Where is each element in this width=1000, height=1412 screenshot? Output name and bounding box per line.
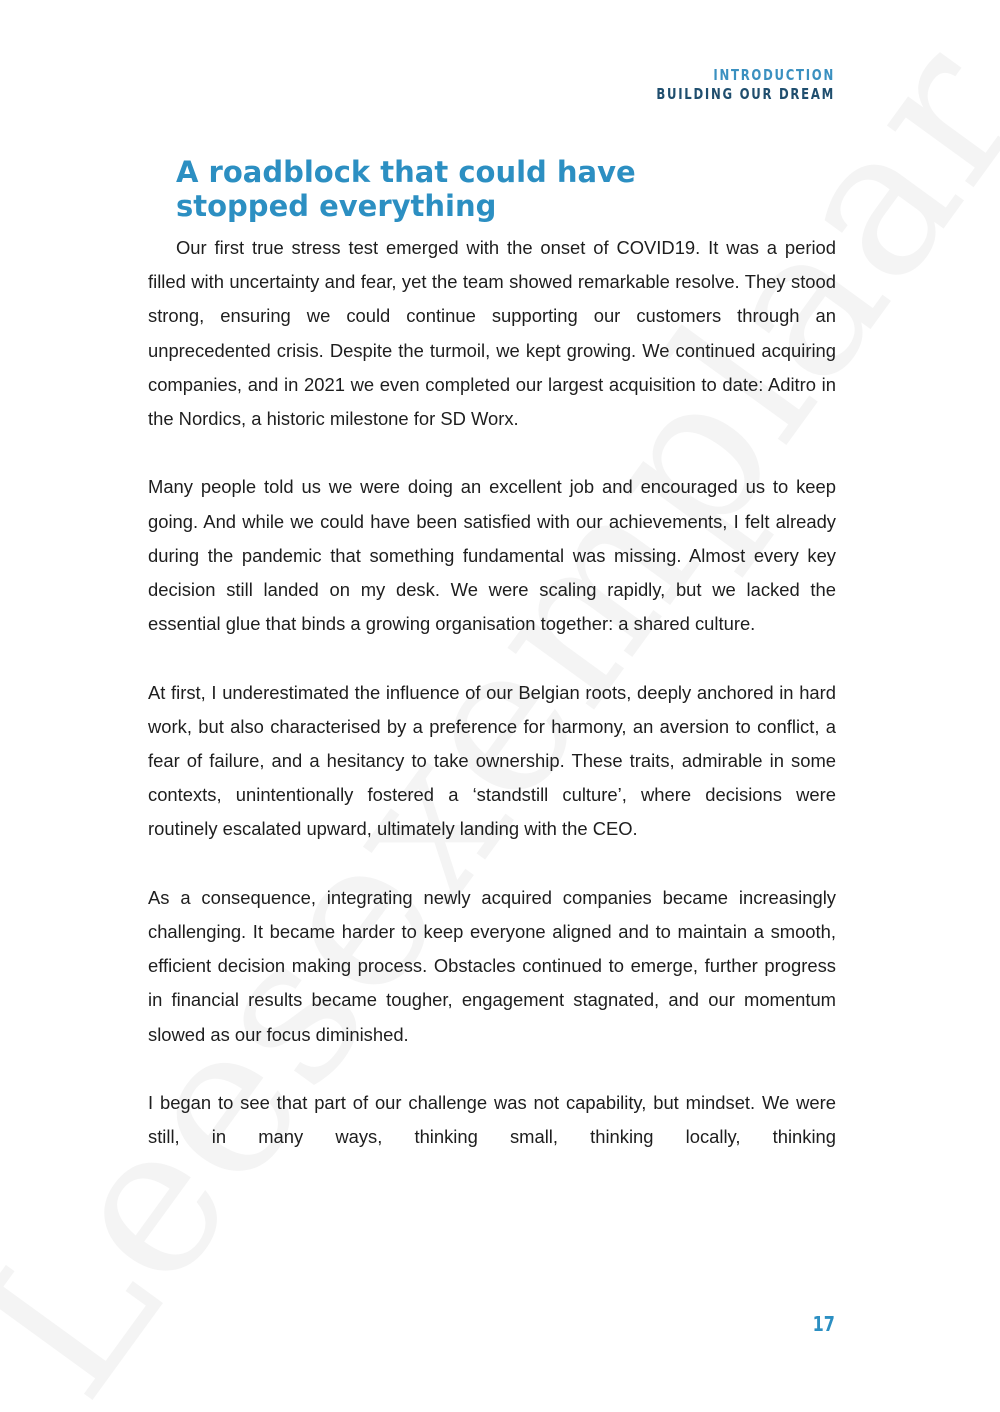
body-text <box>148 231 836 1154</box>
section-heading-line2: stopped everything <box>176 189 497 223</box>
running-header-section: INTRODUCTION <box>713 66 835 84</box>
paragraph-3: At first, I underestimated the influence of our Belgian roots, deeply anchored in hard work, but also characterised by a preference for harmony, an aversion to conflict, a fear of failure, and a hesitancy to take ownership. These traits, admirable in some contexts, unintentionally fostered a ‘standstill culture’, where decisions were routinely escalated upward, ultimately landing with the CEO. <box>148 681 836 840</box>
section-heading-line1: A roadblock that could have <box>176 155 636 189</box>
paragraph-4: As a consequence, integrating newly acquired companies became increasingly challenging. It became harder to keep everyone aligned and to maintain a smooth, efficient decision making process. Obstacles continued to emerge, further progress in financial results became tougher, engagement stagnated, and our momentum slowed as our focus diminished. <box>148 886 836 1045</box>
running-header <box>656 66 835 104</box>
paragraph-5: I began to see that part of our challenge was not capability, but mindset. We were still, in many ways, thinking small, thinking locally, thinking <box>148 1092 836 1148</box>
page-number: 17 <box>812 1312 835 1336</box>
paragraph-2: Many people told us we were doing an excellent job and encouraged us to keep going. And while we could have been satisfied with our achievements, I felt already during the pandemic that something fundamental was missing. Almost every key decision still landed on my desk. We were scaling rapidly, but we lacked the essential glue that binds a growing organisation together: a shared culture. <box>148 476 836 635</box>
section-heading <box>176 155 696 223</box>
running-header-chapter: BUILDING OUR DREAM <box>656 85 835 103</box>
paragraph-1: Our first true stress test emerged with the onset of COVID19. It was a period filled with uncertainty and fear, yet the team showed remarkable resolve. They stood strong, ensuring we could continue supporting our customers through an unprecedented crisis. Despite the turmoil, we kept growing. We continued acquiring companies, and in 2021 we even completed our largest acquisition to date: Aditro in the Nordics, a historic milestone for SD Worx. <box>148 237 836 430</box>
